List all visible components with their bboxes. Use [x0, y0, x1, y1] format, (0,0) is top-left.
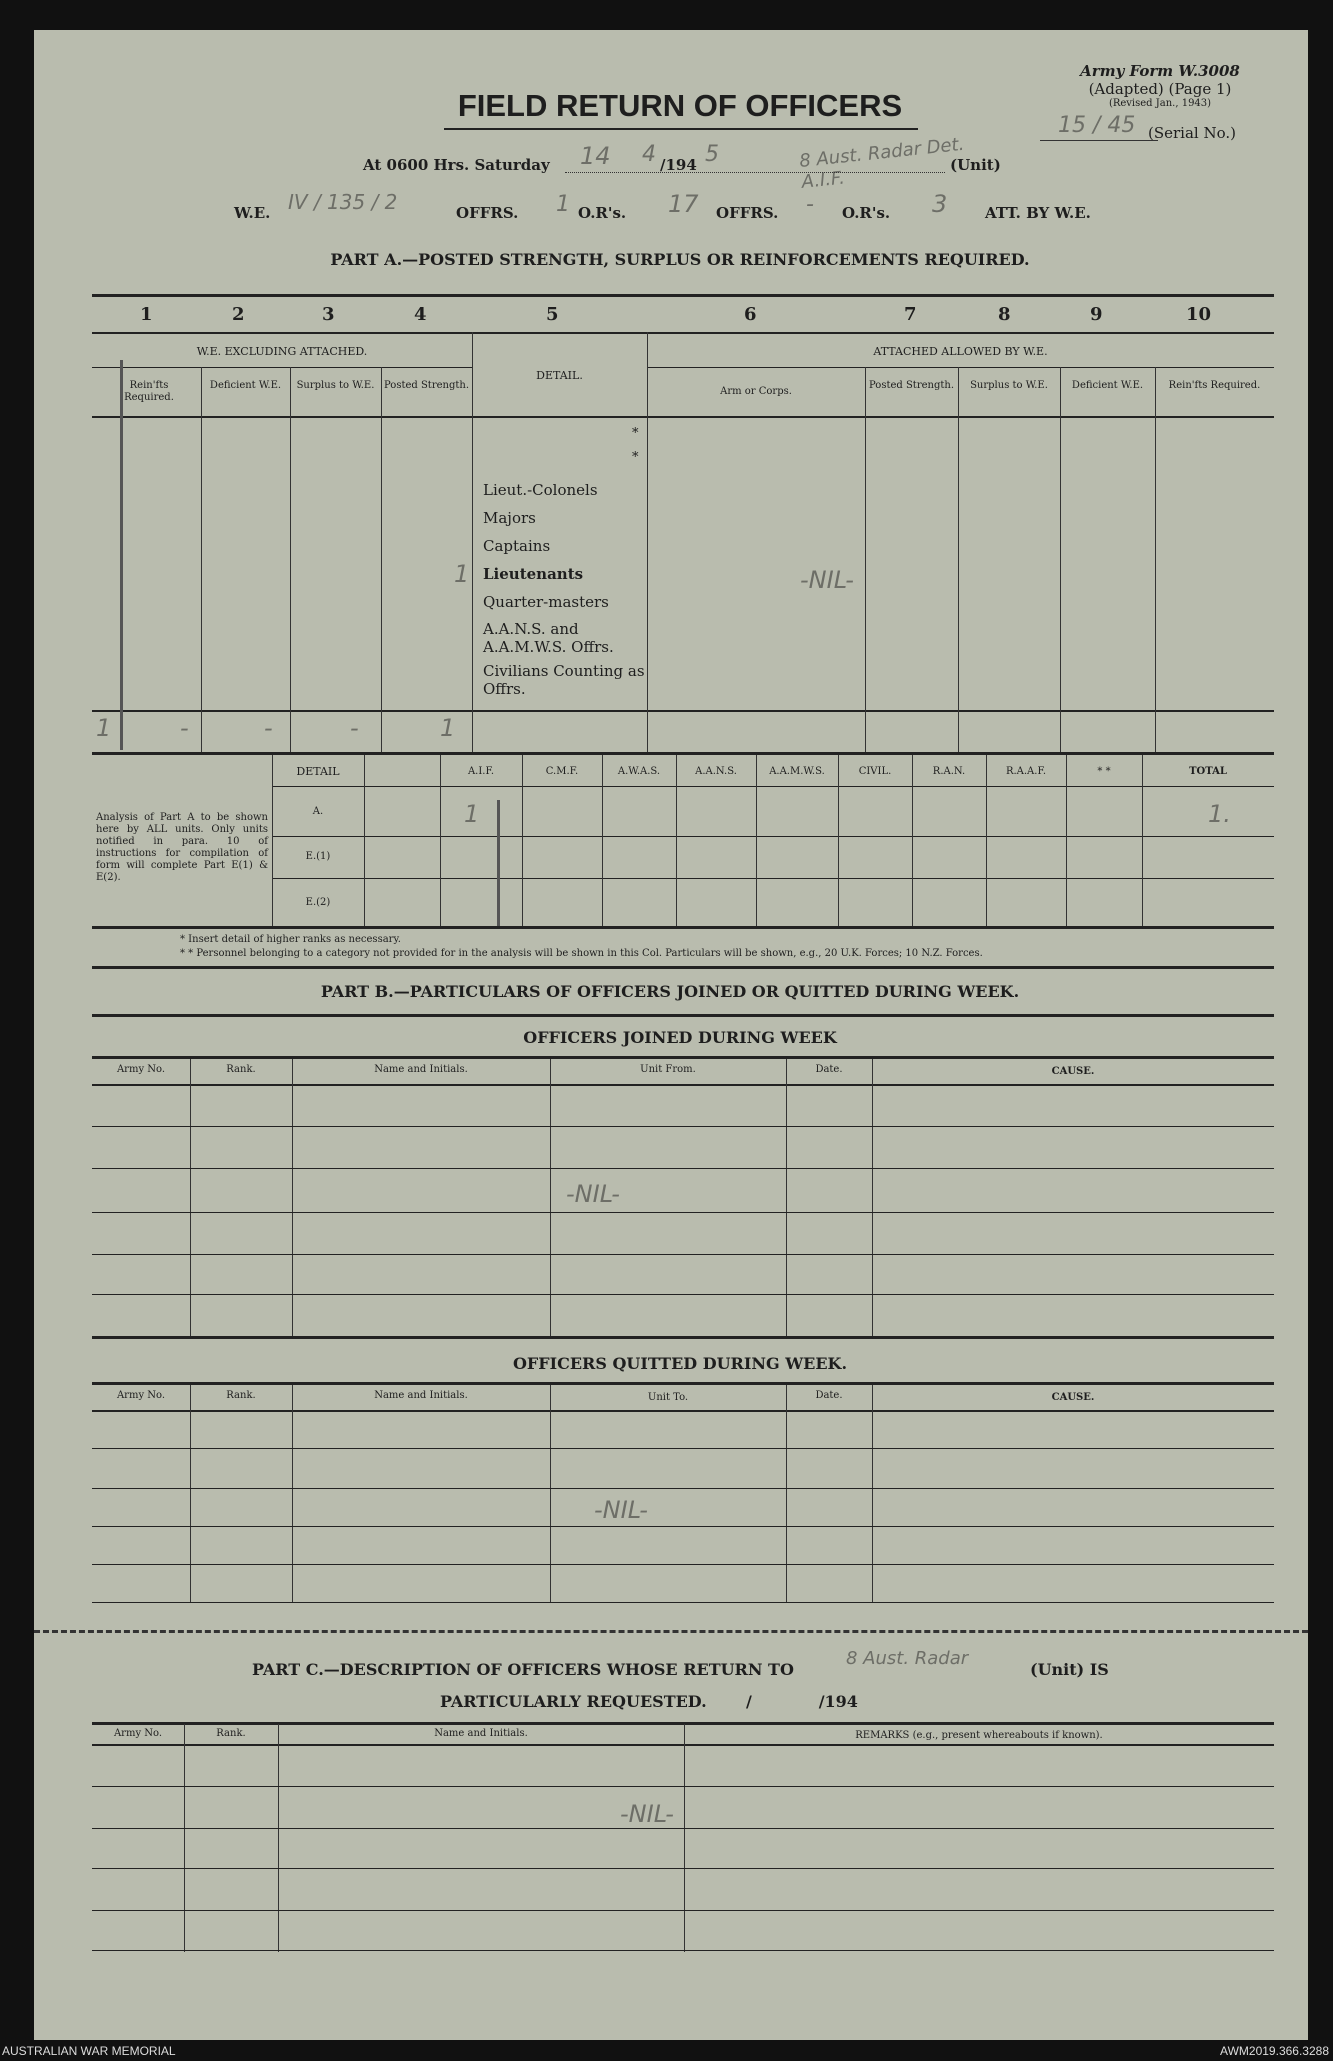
quitted-top-rule — [92, 1382, 1274, 1385]
handwritten-vertical-line — [120, 360, 123, 750]
title-underline — [444, 128, 918, 130]
joined-col-name: Name and Initials. — [374, 1064, 468, 1075]
part-c-top-rule — [92, 1722, 1274, 1725]
rank-lieut-colonels: Lieut.-Colonels — [483, 481, 598, 499]
offrs2-label: OFFRS. — [716, 204, 779, 222]
part-c-divider — [184, 1724, 185, 1952]
quitted-col-army-no: Army No. — [116, 1390, 166, 1401]
analysis-divider — [986, 755, 987, 926]
joined-divider — [786, 1059, 787, 1337]
serial-number-handwritten: 15 / 45 — [1058, 113, 1136, 138]
lieutenants-handwritten: 1 — [454, 560, 470, 588]
joined-row-rule — [92, 1168, 1274, 1169]
serial-label: (Serial No.) — [1148, 124, 1236, 142]
analysis-divider — [838, 755, 839, 926]
analysis-divider — [912, 755, 913, 926]
attached-posted-strength-header: Posted Strength. — [868, 380, 955, 391]
col-number-5: 5 — [546, 304, 559, 325]
analysis-divider — [522, 755, 523, 926]
we-handwritten: IV / 135 / 2 — [288, 190, 398, 214]
analysis-bottom-rule — [92, 926, 1274, 929]
surplus-header: Surplus to W.E. — [296, 380, 375, 391]
total-posted-handwritten: 1 — [440, 714, 456, 742]
analysis-divider — [440, 755, 441, 926]
archive-footer — [0, 2040, 1333, 2061]
posted-strength-header: Posted Strength. — [383, 380, 470, 391]
left-group-rule — [92, 367, 472, 368]
quitted-col-unit-to: Unit To. — [647, 1392, 689, 1403]
analysis-col-awas: A.W.A.S. — [617, 766, 661, 777]
joined-divider — [190, 1059, 191, 1337]
analysis-divider — [1066, 755, 1067, 926]
quitted-header-rule — [92, 1410, 1274, 1412]
joined-header-rule — [92, 1084, 1274, 1086]
analysis-row-e2: E.(2) — [305, 897, 331, 908]
serial-underline — [1040, 140, 1158, 141]
year-digit-handwritten: 5 — [705, 142, 719, 167]
joined-col-rank: Rank. — [226, 1064, 256, 1075]
ors-handwritten: 17 — [668, 190, 699, 218]
analysis-row-rule — [272, 878, 1274, 879]
total-reinforcements-handwritten: 1 — [96, 714, 112, 742]
part-c-col-remarks: REMARKS (e.g., present whereabouts if known). — [855, 1730, 1103, 1741]
analysis-detail-label: DETAIL — [296, 765, 340, 778]
rank-lieutenants: Lieutenants — [483, 565, 584, 583]
col-divider — [381, 367, 382, 752]
part-c-row-rule — [92, 1950, 1274, 1951]
quitted-divider — [190, 1385, 191, 1603]
col-number-2: 2 — [232, 304, 245, 325]
we-label: W.E. — [234, 204, 271, 222]
analysis-row-e1: E.(1) — [305, 851, 331, 862]
month-handwritten: 4 — [642, 142, 656, 167]
col-number-1: 1 — [140, 304, 153, 325]
star-note-marker: * — [632, 450, 639, 465]
total-surplus-handwritten: - — [350, 714, 359, 742]
page-title: FIELD RETURN OF OFFICERS — [457, 88, 903, 123]
right-group-header: ATTACHED ALLOWED BY W.E. — [873, 345, 1048, 358]
quitted-divider — [786, 1385, 787, 1603]
part-a-number-rule — [92, 332, 1274, 334]
col-number-6: 6 — [744, 304, 757, 325]
joined-divider — [872, 1059, 873, 1337]
quitted-divider — [292, 1385, 293, 1603]
perforation-line — [34, 1630, 1308, 1633]
total-surplus-dash-handwritten: - — [264, 714, 273, 742]
offrs2-handwritten: - — [806, 192, 814, 217]
analysis-total-handwritten: 1. — [1208, 800, 1231, 828]
analysis-col-other: * * — [1097, 766, 1111, 777]
part-a-end-rule — [92, 966, 1274, 969]
col-number-7: 7 — [904, 304, 917, 325]
col-divider — [201, 367, 202, 752]
joined-col-army-no: Army No. — [116, 1064, 166, 1075]
col-number-8: 8 — [998, 304, 1011, 325]
rank-quartermasters: Quarter-masters — [483, 593, 609, 611]
quitted-col-cause: CAUSE. — [1051, 1392, 1095, 1403]
quitted-title: OFFICERS QUITTED DURING WEEK. — [512, 1354, 848, 1373]
col-number-4: 4 — [414, 304, 427, 325]
army-form-number: Army Form W.3008 — [1080, 62, 1240, 80]
joined-col-cause: CAUSE. — [1051, 1066, 1095, 1077]
footnote-1: * Insert detail of higher ranks as necessary. — [180, 934, 401, 945]
header-dotted-line — [565, 172, 945, 173]
total-deficient-handwritten: - — [180, 714, 189, 742]
analysis-handwritten-line — [497, 800, 500, 926]
analysis-row-a: A. — [312, 806, 324, 817]
analysis-col-aans: A.A.N.S. — [695, 766, 737, 777]
star-note-marker: * — [632, 426, 639, 441]
arm-corps-header: Arm or Corps. — [720, 386, 792, 397]
part-c-row-rule — [92, 1868, 1274, 1869]
quitted-row-rule — [92, 1526, 1274, 1527]
rank-list — [483, 476, 653, 698]
part-c-header-rule — [92, 1744, 1274, 1746]
part-c-requested: PARTICULARLY REQUESTED. — [440, 1692, 707, 1711]
analysis-row-rule — [272, 836, 1274, 837]
joined-bottom-rule — [92, 1336, 1274, 1339]
joined-title: OFFICERS JOINED DURING WEEK — [523, 1028, 837, 1047]
part-c-unit-label: (Unit) IS — [1030, 1660, 1109, 1679]
part-c-row-rule — [92, 1910, 1274, 1911]
joined-col-date: Date. — [815, 1064, 843, 1075]
attached-deficient-header: Deficient W.E. — [1071, 380, 1144, 391]
joined-row-rule — [92, 1212, 1274, 1213]
quitted-col-date: Date. — [815, 1390, 843, 1401]
analysis-col-ran: R.A.N. — [932, 766, 966, 777]
rank-captains: Captains — [483, 537, 551, 555]
footnote-2: * * Personnel belonging to a category not provided for in the analysis will be shown in this Col. Particulars will be shown, e.g., 20 U.K. Forces; 10 N.Z. Forces. — [180, 948, 983, 959]
part-b-rule — [92, 1014, 1274, 1017]
at-time-label: At 0600 Hrs. Saturday — [363, 156, 550, 174]
col-divider — [472, 332, 473, 752]
part-c-col-name: Name and Initials. — [434, 1728, 528, 1739]
analysis-divider — [602, 755, 603, 926]
rank-civilians: Civilians Counting as Offrs. — [483, 662, 645, 698]
analysis-divider — [364, 755, 365, 926]
attached-reinforcements-header: Rein'fts Required. — [1168, 380, 1261, 391]
quitted-col-rank: Rank. — [226, 1390, 256, 1401]
army-form-adapted: (Adapted) (Page 1) — [1088, 80, 1232, 98]
col-number-3: 3 — [322, 304, 335, 325]
archive-reference: AWM2019.366.3288 — [1220, 2044, 1329, 2058]
quitted-row-rule — [92, 1602, 1274, 1603]
joined-row-rule — [92, 1294, 1274, 1295]
part-c-title: PART C.—DESCRIPTION OF OFFICERS WHOSE RETURN TO — [252, 1660, 794, 1679]
analysis-col-civil: CIVIL. — [858, 766, 892, 777]
joined-col-unit-from: Unit From. — [640, 1064, 696, 1075]
ors-label: O.R's. — [578, 204, 627, 222]
analysis-col-aamws: A.A.M.W.S. — [769, 766, 825, 777]
left-group-header: W.E. EXCLUDING ATTACHED. — [196, 345, 368, 358]
joined-row-rule — [92, 1254, 1274, 1255]
reinforcements-required-header: Rein'fts Required. — [124, 380, 174, 403]
part-a-top-rule — [92, 294, 1274, 297]
quitted-row-rule — [92, 1564, 1274, 1565]
quitted-divider — [550, 1385, 551, 1603]
analysis-divider — [756, 755, 757, 926]
quitted-nil-handwritten: -NIL- — [594, 1496, 648, 1524]
col-divider — [958, 367, 959, 752]
analysis-divider — [1142, 755, 1143, 926]
part-a-title: PART A.—POSTED STRENGTH, SURPLUS OR REINFORCEMENTS REQUIRED. — [330, 250, 1030, 269]
analysis-header-rule — [272, 786, 1274, 787]
joined-nil-handwritten: -NIL- — [566, 1180, 620, 1208]
col-divider — [290, 367, 291, 752]
part-c-date: / /194 — [746, 1692, 858, 1711]
col-number-9: 9 — [1090, 304, 1103, 325]
part-c-col-army-no: Army No. — [113, 1728, 163, 1739]
ors2-label: O.R's. — [842, 204, 891, 222]
army-form-revised: (Revised Jan., 1943) — [1108, 98, 1212, 109]
unit-handwritten: 8 Aust. Radar Det. A.I.F. — [798, 133, 966, 193]
unit-label: (Unit) — [950, 156, 1001, 174]
part-c-nil-handwritten: -NIL- — [620, 1800, 674, 1828]
deficient-header: Deficient W.E. — [209, 380, 282, 391]
analysis-col-aif: A.I.F. — [467, 766, 495, 777]
rank-aans-aamws: A.A.N.S. and A.A.M.W.S. Offrs. — [483, 620, 614, 656]
offrs-label: OFFRS. — [456, 204, 519, 222]
part-c-divider — [278, 1724, 279, 1952]
part-a-bottom-rule — [92, 752, 1274, 755]
archive-name: AUSTRALIAN WAR MEMORIAL — [2, 2044, 176, 2058]
quitted-row-rule — [92, 1488, 1274, 1489]
attached-surplus-header: Surplus to W.E. — [970, 380, 1048, 391]
part-a-totals-rule — [92, 710, 1274, 712]
quitted-row-rule — [92, 1448, 1274, 1449]
year-label: /194 — [660, 156, 697, 174]
part-c-row-rule — [92, 1786, 1274, 1787]
analysis-aif-handwritten: 1 — [464, 800, 480, 828]
part-c-divider — [684, 1724, 685, 1952]
part-c-row-rule — [92, 1828, 1274, 1829]
att-by-we-label: ATT. BY W.E. — [985, 204, 1091, 222]
part-c-col-rank: Rank. — [216, 1728, 246, 1739]
analysis-instructions: Analysis of Part A to be shown here by ALL units. Only units notified in para. 10 of instructions for compilation of form will complete Part E(1) & E(2). — [96, 812, 268, 883]
col-divider — [865, 367, 866, 752]
joined-top-rule — [92, 1056, 1274, 1059]
attached-nil-handwritten: -NIL- — [800, 566, 854, 594]
col-number-10: 10 — [1186, 304, 1212, 325]
analysis-col-raaf: R.A.A.F. — [1005, 766, 1047, 777]
part-c-unit-handwritten: 8 Aust. Radar — [846, 1648, 969, 1669]
col-divider — [1155, 367, 1156, 752]
day-handwritten: 14 — [580, 142, 611, 170]
quitted-col-name: Name and Initials. — [374, 1390, 468, 1401]
part-b-title: PART B.—PARTICULARS OF OFFICERS JOINED OR QUITTED DURING WEEK. — [320, 982, 1020, 1001]
analysis-col-cmf: C.M.F. — [545, 766, 579, 777]
offrs-handwritten: 1 — [556, 192, 570, 217]
col-divider — [1060, 367, 1061, 752]
joined-row-rule — [92, 1126, 1274, 1127]
joined-divider — [550, 1059, 551, 1337]
joined-divider — [292, 1059, 293, 1337]
part-a-subheader-rule — [92, 416, 1274, 418]
rank-majors: Majors — [483, 509, 536, 527]
ors2-handwritten: 3 — [932, 190, 948, 218]
right-group-rule — [647, 367, 1274, 368]
analysis-col-total: TOTAL — [1189, 766, 1227, 777]
detail-header: DETAIL. — [536, 369, 583, 382]
analysis-divider — [676, 755, 677, 926]
quitted-divider — [872, 1385, 873, 1603]
